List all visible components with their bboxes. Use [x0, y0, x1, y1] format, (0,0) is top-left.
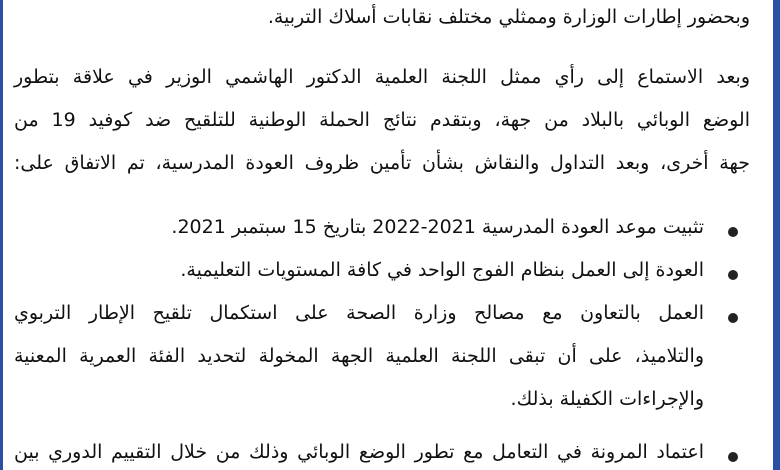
- bullet-marker: [728, 270, 738, 280]
- bullet-item-3-continued: والتلاميذ، على أن تبقى اللجنة العلمية الجهة المخولة لتحديد الفئة العمرية المعنية: [14, 345, 704, 367]
- page-border-left: [0, 0, 3, 470]
- bullet-marker: [728, 227, 738, 237]
- bullet-marker: [728, 313, 738, 323]
- paragraph-line: الوضع الوبائي بالبلاد من جهة، وبتقدم نتائج الحملة الوطنية للتلقيح ضد كوفيد 19 من: [14, 109, 750, 131]
- bullet-item-3-continued: والإجراءات الكفيلة بذلك.: [510, 388, 704, 410]
- document-page: [14, 0, 750, 470]
- intro-line: وبحضور إطارات الوزارة وممثلي مختلف نقابات أسلاك التربية.: [267, 6, 750, 28]
- paragraph-line: جهة أخرى، وبعد التداول والنقاش بشأن تأمين ظروف العودة المدرسية، تم الاتفاق على:: [14, 152, 750, 174]
- paragraph-line: وبعد الاستماع إلى رأي ممثل اللجنة العلمية الدكتور الهاشمي الوزير في علاقة بتطور: [14, 66, 750, 88]
- bullet-item-3: العمل بالتعاون مع مصالح وزارة الصحة على استكمال تلقيح الإطار التربوي: [14, 302, 704, 324]
- bullet-item-2: العودة إلى العمل بنظام الفوج الواحد في كافة المستويات التعليمية.: [180, 259, 704, 281]
- bullet-item-4: اعتماد المرونة في التعامل مع تطور الوضع الوبائي وذلك من خلال التقييم الدوري بين: [14, 441, 704, 463]
- page-border-right: [773, 0, 780, 470]
- bullet-item-1: تثبيت موعد العودة المدرسية 2021-2022 بتاريخ 15 سبتمبر 2021.: [171, 216, 704, 238]
- bullet-marker: [728, 452, 738, 462]
